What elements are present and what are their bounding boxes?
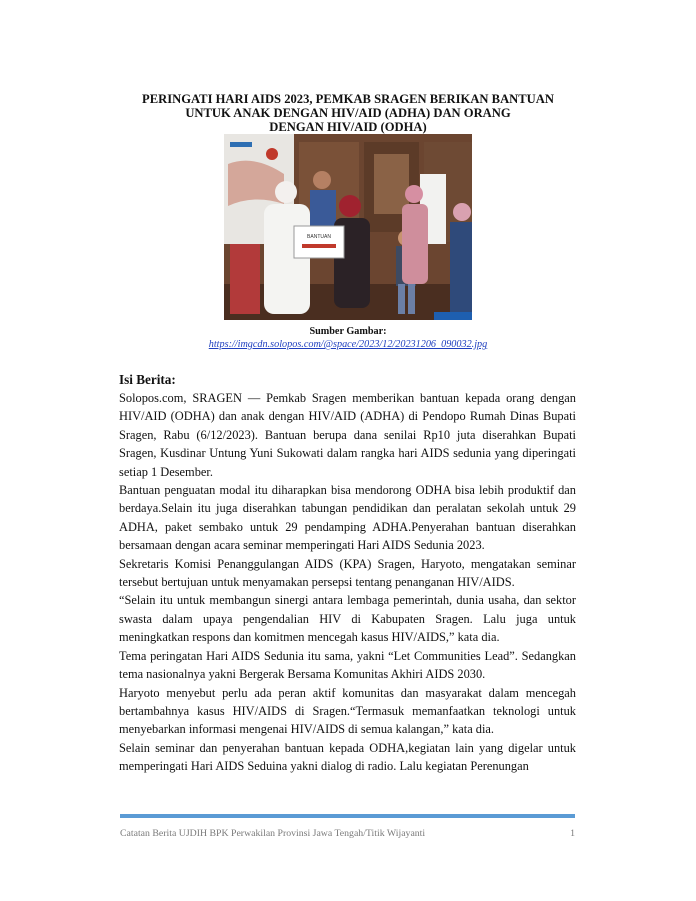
caption-link[interactable]: https://imgcdn.solopos.com/@space/2023/12/20231206_090032.jpg xyxy=(208,339,488,350)
footer-rule xyxy=(120,814,575,818)
article-title xyxy=(118,92,578,135)
title-line-2: UNTUK ANAK DENGAN HIV/AID (ADHA) DAN ORANG xyxy=(185,106,511,121)
title-line-1: PERINGATI HARI AIDS 2023, PEMKAB SRAGEN BERIKAN BANTUAN xyxy=(142,92,554,106)
page-number: 1 xyxy=(570,828,575,839)
news-photo-icon xyxy=(224,134,472,320)
paragraph-3: Sekretaris Komisi Penanggulangan AIDS (KPA) Sragen, Haryoto, mengatakan seminar tersebut bertujuan untuk menyamakan persepsi tentang penanganan HIV/AIDS. xyxy=(119,556,576,590)
page-footer xyxy=(120,828,575,839)
article-body xyxy=(119,389,576,776)
footer-text: Catatan Berita UJDIH BPK Perwakilan Provinsi Jawa Tengah/Titik Wijayanti xyxy=(120,828,426,839)
image-caption xyxy=(140,325,556,351)
news-photo xyxy=(224,134,472,320)
paragraph-6: Haryoto menyebut perlu ada peran aktif komunitas dan masyarakat dalam mencegah bertambahnya kasus HIV/AIDS di Sragen.“Termasuk memanfaatkan teknologi untuk menyebarkan informasi mengenai HIV/AIDS di semua kalangan,” kata dia. xyxy=(119,685,576,737)
section-heading: Isi Berita: xyxy=(119,372,176,387)
sign-text: BANTUAN xyxy=(307,234,331,240)
paragraph-5: Tema peringatan Hari AIDS Sedunia itu sama, yakni “Let Communities Lead”. Sedangkan tema nasionalnya yakni Bergerak Bersama Komunitas Akhiri AIDS 2030. xyxy=(119,648,576,682)
caption-label: Sumber Gambar: xyxy=(309,326,387,337)
paragraph-4: “Selain itu untuk membangun sinergi antara lembaga pemerintah, dunia usaha, dan sektor swasta dalam upaya pengendalian HIV di Kabupaten Sragen. Lalu juga untuk meningkatkan respons dan komitmen mencegah kasus HIV/AIDS,” kata dia. xyxy=(119,593,576,645)
paragraph-2: Bantuan penguatan modal itu diharapkan bisa mendorong ODHA bisa lebih produktif dan berdaya.Selain itu juga diserahkan tabungan pendidikan dan peralatan sekolah untuk 29 ADHA, paket sembako untuk 29 pendamping ADHA.Penyerahan bantuan diserahkan bersamaan dengan acara seminar memperingati Hari AIDS Sedunia 2023. xyxy=(119,483,576,553)
title-line-3: DENGAN HIV/AID (ODHA) xyxy=(269,120,427,135)
paragraph-1: Solopos.com, SRAGEN — Pemkab Sragen memberikan bantuan kepada orang dengan HIV/AID (ODHA) dan anak dengan HIV/AID (ADHA) di Pendopo Rumah Dinas Bupati Sragen, Rabu (6/12/2023). Bantuan berupa dana senilai Rp10 juta diserahkan Bupati Sragen, Kusdinar Untung Yuni Sukowati dalam rangka hari AIDS sedunia yang diperingati setiap 1 Desember. xyxy=(119,391,576,479)
paragraph-7: Selain seminar dan penyerahan bantuan kepada ODHA,kegiatan lain yang digelar untuk memperingati Hari AIDS Seduina yakni dialog di radio. Lalu kegiatan Perenungan xyxy=(119,740,576,774)
